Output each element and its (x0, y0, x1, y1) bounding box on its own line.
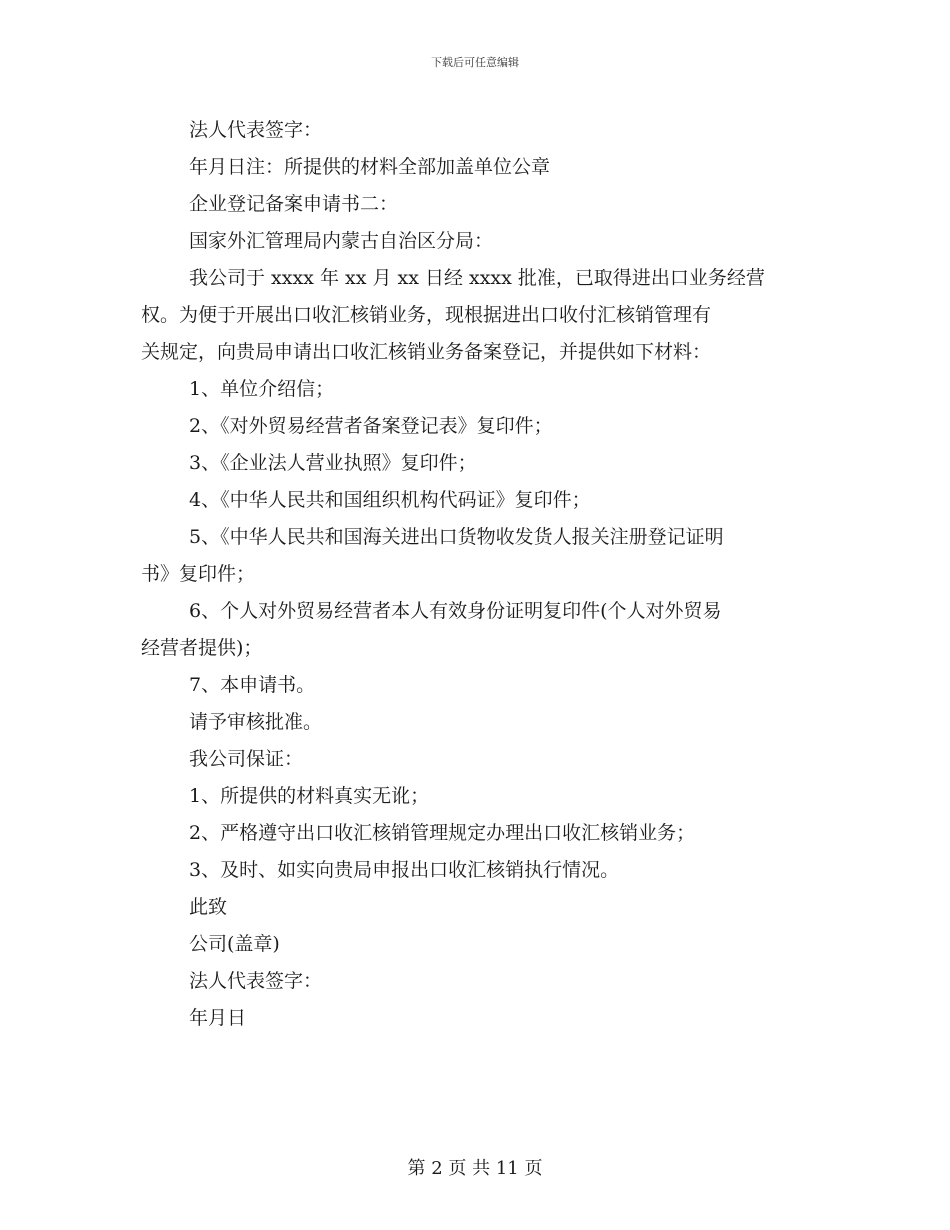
guarantee-heading: 我公司保证： (189, 748, 304, 770)
section-title: 企业登记备案申请书二： (189, 193, 399, 215)
signature-line: 法人代表签字： (189, 970, 323, 992)
paragraph-line: 关规定，向贵局申请出口收汇核销业务备案登记，并提供如下材料： (141, 341, 712, 363)
page-number: 第 2 页 共 11 页 (407, 1158, 543, 1179)
document-body (141, 112, 809, 1037)
paragraph-line: 我公司于 xxxx 年 xx 月 xx 日经 xxxx 批准，已取得进出口业务经营 (189, 267, 765, 289)
paragraph-line: 书》复印件； (141, 563, 256, 585)
intro-paragraph (141, 260, 809, 371)
addressee: 国家外汇管理局内蒙古自治区分局： (189, 230, 494, 252)
page-header: 下载后可任意编辑 (431, 56, 519, 69)
material-item: 4、《中华人民共和国组织机构代码证》复印件； (189, 489, 591, 511)
date-line: 年月日 (189, 1007, 247, 1029)
paragraph-line: 6、个人对外贸易经营者本人有效身份证明复印件(个人对外贸易 (189, 600, 722, 622)
material-item: 7、本申请书。 (189, 674, 316, 696)
material-item: 2、《对外贸易经营者备案登记表》复印件； (189, 415, 553, 437)
guarantee-item: 3、及时、如实向贵局申报出口收汇核销执行情况。 (189, 859, 620, 881)
material-item (141, 519, 809, 593)
signature-line: 法人代表签字： (189, 119, 323, 141)
guarantee-item: 2、严格遵守出口收汇核销管理规定办理出口收汇核销业务； (189, 822, 696, 844)
guarantee-item: 1、所提供的材料真实无讹； (189, 785, 430, 807)
paragraph-line: 5、《中华人民共和国海关进出口货物收发货人报关注册登记证明 (189, 526, 724, 548)
paragraph-line: 经营者提供)； (141, 637, 263, 659)
company-seal-line: 公司(盖章) (189, 933, 280, 955)
date-note-line: 年月日注：所提供的材料全部加盖单位公章 (189, 156, 551, 178)
material-item: 1、单位介绍信； (189, 378, 335, 400)
paragraph-line: 权。为便于开展出口收汇核销业务，现根据进出口收付汇核销管理有 (141, 304, 712, 326)
closing-line: 此致 (189, 896, 228, 918)
material-item (141, 593, 809, 667)
request-line: 请予审核批准。 (189, 711, 323, 733)
material-item: 3、《企业法人营业执照》复印件； (189, 452, 477, 474)
